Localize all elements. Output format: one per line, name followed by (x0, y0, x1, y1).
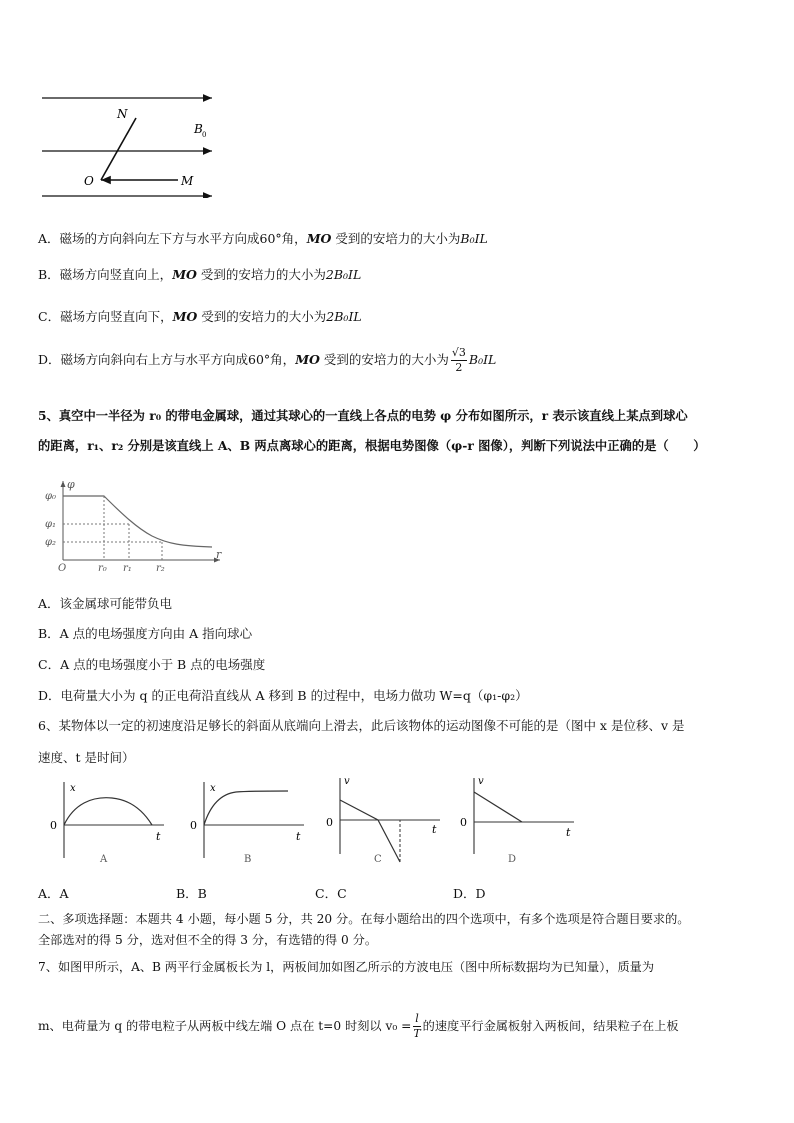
label-v: v (344, 776, 350, 787)
label-v: v (478, 776, 484, 787)
q4-option-c: C．磁场方向竖直向下，MO 受到的安培力的大小为2B₀IL (38, 309, 362, 324)
curve-a (64, 798, 152, 825)
label-x: x (210, 783, 216, 794)
label-zero: 0 (50, 819, 57, 832)
label-t: t (156, 830, 161, 843)
q6-graph-c (322, 770, 452, 866)
label-b0-sub: 0 (202, 131, 207, 139)
curve-b (204, 791, 288, 825)
q5-option-d: D．电荷量大小为 q 的正电荷沿直线从 A 移到 B 的过程中，电场力做功 W=q（φ₁-φ₂） (38, 688, 528, 703)
line-c (340, 800, 400, 862)
q4-option-a: A．磁场的方向斜向左下方与水平方向成60°角，MO 受到的安培力的大小为B₀IL (38, 231, 488, 246)
line-d (474, 792, 522, 822)
q6-stem-line1: 6、某物体以一定的初速度沿足够长的斜面从底端向上滑去，此后该物体的运动图像不可能的是（图中 x 是位移、v 是 (38, 718, 685, 733)
caption-d: D (508, 854, 517, 865)
magnetic-field-figure (38, 88, 228, 198)
q5-stem-line2: 的距离，r₁、r₂ 分别是该直线上 A、B 两点离球心的距离，根据电势图像（φ-r 图像），判断下列说法中正确的是（ ） (38, 438, 706, 453)
label-m: M (181, 174, 194, 188)
l-over-t: $\frac{l}{T}$ (413, 1012, 421, 1040)
label-phi-axis: φ (67, 478, 75, 491)
label-t: t (296, 830, 301, 843)
caption-a: A (100, 854, 108, 865)
q5-option-b: B．A 点的电场强度方向由 A 指向球心 (38, 626, 253, 641)
q4-option-d: D．磁场方向斜向右上方与水平方向成60°角，MO 受到的安培力的大小为 $\frac{√3}{2}$ B₀IL (38, 346, 497, 374)
q6-option-a: A．A (38, 886, 69, 901)
label-o: O (84, 174, 94, 188)
section2-line2: 全部选对的得 5 分，选对但不全的得 3 分，有选错的得 0 分。 (38, 933, 378, 947)
label-phi1: φ₁ (45, 519, 57, 530)
label-origin: O (58, 563, 67, 572)
label-zero: 0 (460, 816, 467, 829)
q5-option-a: A．该金属球可能带负电 (38, 596, 173, 611)
section2-line1: 二、多项选择题：本题共 4 小题，每小题 5 分，共 20 分。在每小题给出的四个选项中，有多个选项是符合题目要求的。 (38, 912, 690, 926)
q6-graph-b (184, 776, 314, 866)
q6-option-d: D．D (453, 886, 486, 901)
label-r0: r₀ (98, 563, 107, 572)
label-r2: r₂ (156, 563, 165, 572)
label-t: t (566, 826, 571, 839)
sqrt3-over-2: $\frac{√3}{2}$ (451, 346, 466, 374)
q6-stem-line2: 速度、t 是时间） (38, 750, 135, 765)
q5-stem-line1: 5、真空中一半径为 r₀ 的带电金属球，通过其球心的一直线上各点的电势 φ 分布如图所示，r 表示该直线上某点到球心 (38, 408, 688, 423)
label-zero: 0 (190, 819, 197, 832)
q7-stem-line2: m、电荷量为 q 的带电粒子从两板中线左端 O 点在 t=0 时刻以 v₀ = $\frac{l}{T}$ 的速度平行金属板射入两板间，结果粒子在上板 (38, 1012, 679, 1040)
q5-option-c: C．A 点的电场强度小于 B 点的电场强度 (38, 657, 266, 672)
label-zero: 0 (326, 816, 333, 829)
q7-stem-line1: 7、如图甲所示，A、B 两平行金属板长为 l，两板间加如图乙所示的方波电压（图中所标数据均为已知量），质量为 (38, 960, 655, 974)
q4-option-b: B．磁场方向竖直向上，MO 受到的安培力的大小为2B₀IL (38, 267, 362, 282)
q6-option-c: C．C (315, 886, 347, 901)
label-phi0: φ₀ (45, 491, 57, 502)
q6-graph-a (44, 776, 174, 866)
caption-b: B (244, 854, 252, 865)
label-r1: r₁ (123, 563, 132, 572)
phi-r-graph (42, 476, 232, 572)
label-b0: B (194, 122, 203, 136)
rod-on (101, 118, 136, 180)
label-x: x (70, 783, 76, 794)
label-phi2: φ₂ (45, 537, 57, 548)
q6-option-b: B．B (176, 886, 207, 901)
caption-c: C (374, 854, 382, 865)
label-t: t (432, 823, 437, 836)
label-n: N (117, 107, 128, 121)
q6-graph-d (456, 770, 586, 866)
label-r-axis: r (216, 548, 222, 561)
phi-curve (63, 496, 212, 547)
